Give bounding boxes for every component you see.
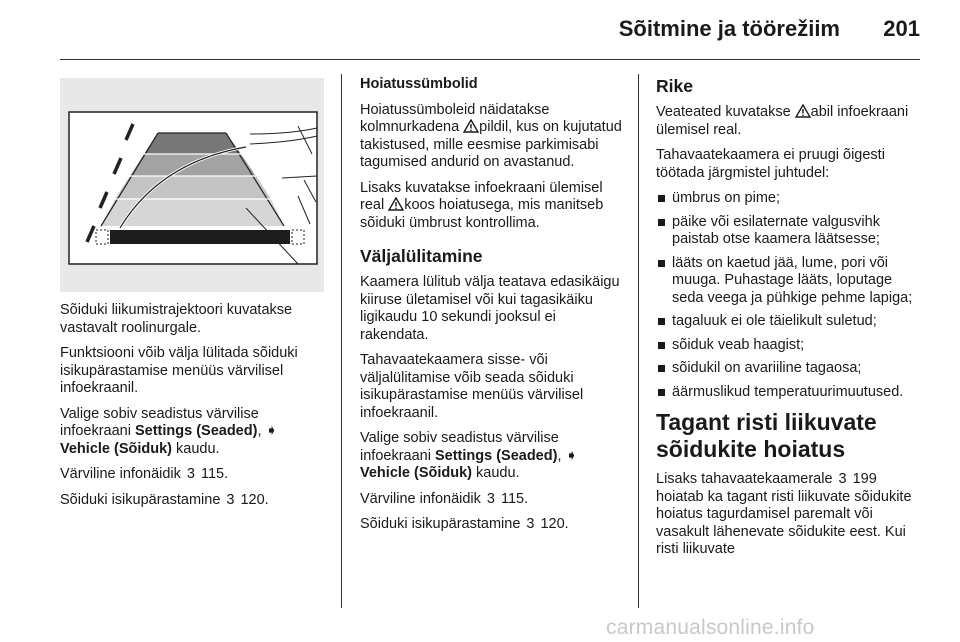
text: Valige sobiv seadistus värvilise infoekraani bbox=[60, 405, 259, 439]
list-item: päike või esilaternate valgusvihk paistab otse kaamera läätsesse; bbox=[656, 214, 926, 249]
xref-text: Värviline infonäidik bbox=[60, 466, 181, 482]
column-3 bbox=[656, 76, 926, 567]
xref-arrow-icon: 3 bbox=[838, 471, 847, 487]
section-heading: Tagant risti liikuvate sõidukite hoiatus bbox=[656, 409, 877, 462]
paragraph: Kaamera lülitub välja teatava edasikäigu kiiruse ületamisel või kui tagasikäiku ligikaudu 10 sekundi jooksul ei rakendata. bbox=[360, 274, 620, 343]
menu-arrow-icon: ➧ bbox=[265, 423, 278, 439]
menu-arrow-icon: ➧ bbox=[565, 447, 578, 464]
text: kaudu. bbox=[172, 440, 220, 457]
warning-triangle-icon bbox=[795, 104, 811, 118]
paragraph bbox=[360, 102, 625, 172]
xref-text: Sõiduki isikupärastamine bbox=[60, 491, 221, 508]
column-2 bbox=[360, 76, 625, 542]
column-divider-1 bbox=[341, 74, 342, 608]
cross-reference: Sõiduki isikupärastamine 3 120. bbox=[60, 491, 269, 508]
paragraph bbox=[60, 406, 328, 459]
paragraph: Funktsiooni võib välja lülitada sõiduki isikupärastamise menüüs värvilisel infoekraanil. bbox=[60, 345, 298, 396]
warning-triangle-icon bbox=[388, 197, 404, 211]
camera-trajectory-illustration bbox=[60, 78, 324, 292]
text: , bbox=[257, 423, 266, 439]
list-item: äärmuslikud temperatuurimuutused. bbox=[656, 384, 926, 402]
column-1 bbox=[60, 302, 328, 517]
menu-item-settings: Settings (Seaded) bbox=[134, 423, 258, 439]
text: koos hoiatusega, mis manitseb sõiduki ümbrust kontrollima. bbox=[360, 197, 604, 231]
cross-reference: Värviline infonäidik 3 115. bbox=[60, 466, 229, 482]
menu-item-vehicle: Vehicle (Sõiduk) bbox=[60, 440, 172, 457]
paragraph bbox=[656, 471, 926, 559]
list-item: lääts on kaetud jää, lume, pori või muuga. Puhastage lääts, loputage seda veega ja pühkige pehme lapiga; bbox=[656, 255, 926, 308]
xref-arrow-icon: 3 bbox=[486, 490, 495, 507]
watermark: carmanualsonline.info bbox=[606, 616, 815, 639]
figure-caption: Sõiduki liikumistrajektoori kuvatakse vastavalt roolinurgale. bbox=[60, 302, 293, 336]
xref-text: Värviline infonäidik bbox=[360, 490, 481, 507]
menu-item-settings: Settings (Seaded) bbox=[434, 447, 558, 464]
section-heading: Väljalülitamine bbox=[360, 246, 483, 266]
text: , bbox=[557, 447, 566, 464]
xref-page: 115 bbox=[200, 466, 225, 482]
page-number: 201 bbox=[883, 16, 920, 41]
xref-page: 120 bbox=[540, 516, 565, 532]
section-heading: Hoiatussümbolid bbox=[360, 76, 478, 92]
paragraph: Tahavaatekaamera ei pruugi õigesti töötada järgmistel juhtudel: bbox=[656, 147, 885, 181]
xref-arrow-icon: 3 bbox=[526, 516, 535, 532]
list-item: sõidukil on avariiline tagaosa; bbox=[656, 360, 926, 378]
warning-triangle-icon bbox=[463, 119, 479, 133]
xref-text: Sõiduki isikupärastamine bbox=[360, 516, 521, 532]
running-header: Sõitmine ja töörežiim bbox=[618, 16, 840, 41]
list-item: tagaluuk ei ole täielikult suletud; bbox=[656, 313, 926, 331]
cross-reference: Sõiduki isikupärastamine 3 120. bbox=[360, 516, 569, 532]
text: Valige sobiv seadistus värvilise infoekraani bbox=[360, 430, 559, 464]
paragraph bbox=[360, 430, 625, 483]
paragraph bbox=[360, 180, 625, 233]
text: Veateated kuvatakse bbox=[656, 104, 795, 120]
xref-page: 115 bbox=[500, 490, 525, 507]
xref-arrow-icon: 3 bbox=[186, 466, 195, 482]
cross-reference: Värviline infonäidik 3 115. bbox=[360, 490, 529, 507]
text: abil infoekraani ülemisel real. bbox=[656, 104, 909, 138]
xref-page: 120 bbox=[240, 491, 265, 508]
header-rule bbox=[60, 59, 920, 60]
text: Lisaks kuvatakse infoekraani ülemisel real bbox=[360, 179, 603, 213]
list-item: ümbrus on pime; bbox=[656, 190, 926, 208]
text: Lisaks tahavaatekaamerale bbox=[656, 471, 837, 487]
list-item: sõiduk veab haagist; bbox=[656, 337, 926, 355]
column-divider-2 bbox=[638, 74, 639, 608]
text: pildil, kus on kujutatud takistused, mille eesmise parkimisabi tagumised andurid on avastanud. bbox=[360, 119, 622, 170]
section-heading: Rike bbox=[656, 76, 693, 96]
text: hoiatab ka tagant risti liikuvate sõidukite hoiatus tagurdamisel paremalt või vasakult lähenevate sõidukite eest. Kui risti liikuvate bbox=[656, 488, 912, 557]
xref-page: 199 bbox=[852, 471, 877, 487]
text: kaudu. bbox=[472, 465, 520, 481]
paragraph: Tahavaatekaamera sisse- või väljalülitamise võib seada sõiduki isikupärastamise menüüs värvilisel infoekraanil. bbox=[360, 352, 584, 421]
text: Hoiatussümboleid näidatakse kolmnurkadena bbox=[360, 101, 550, 135]
menu-item-vehicle: Vehicle (Sõiduk) bbox=[360, 465, 472, 481]
paragraph bbox=[656, 104, 926, 139]
conditions-list bbox=[656, 190, 926, 401]
xref-arrow-icon: 3 bbox=[226, 491, 235, 508]
